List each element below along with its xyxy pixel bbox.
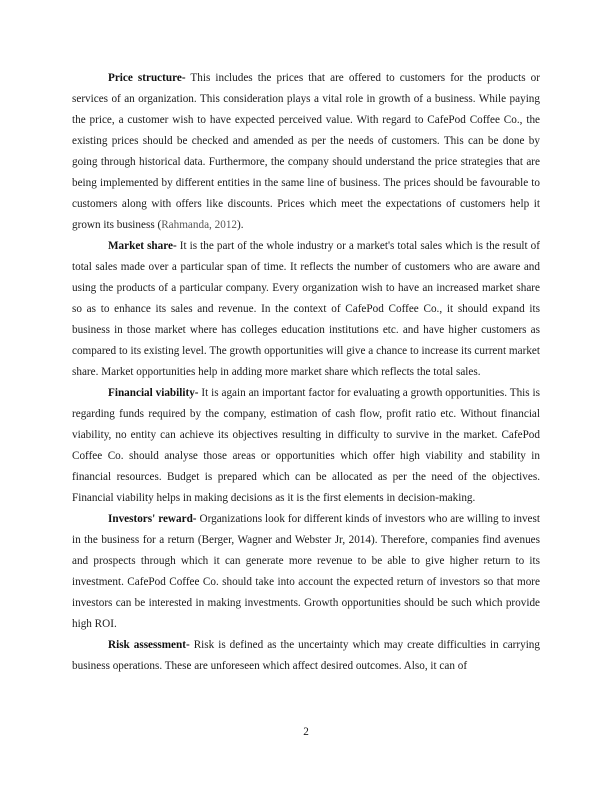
paragraph-text: Risk is defined as the uncertainty which may create difficulties in carrying business operations. These are unforeseen which affect desired outcomes. Also, it can of bbox=[72, 639, 540, 672]
paragraph-price-structure bbox=[72, 68, 540, 236]
paragraph-heading: Financial viability- bbox=[108, 387, 199, 399]
paragraph-market-share bbox=[72, 236, 540, 383]
paragraph-heading: Investors' reward- bbox=[108, 513, 197, 525]
paragraph-financial-viability bbox=[72, 383, 540, 509]
paragraph-heading: Market share- bbox=[108, 240, 177, 252]
paragraph-text-tail: ). bbox=[237, 219, 244, 231]
paragraph-heading: Price structure- bbox=[108, 72, 186, 84]
paragraph-text: It is again an important factor for evaluating a growth opportunities. This is regarding funds required by the company, estimation of cash flow, profit ratio etc. Without financial viability, no entity can achieve its objectives resulting in difficulty to survive in the market. CafePod Coffee Co. should analyse those areas or opportunities which offer high viability and stability in financial resources. Budget is prepared which can be allocated as per the need of the objectives. Financial viability helps in making decisions as it is the first elements in decision-making. bbox=[72, 387, 540, 504]
citation-link: Rahmanda, 2012 bbox=[161, 219, 238, 231]
paragraph-text: It is the part of the whole industry or a market's total sales which is the result of total sales made over a particular span of time. It reflects the number of customers who are aware and using the products of a particular company. Every organization wish to have an increased market share so as to enhance its sales and revenue. In the context of CafePod Coffee Co., it should expand its business in those market where has colleges education institutions etc. and have higher customers as compared to its existing level. The growth opportunities will give a chance to increase its current market share. Market opportunities help in adding more market share which reflects the total sales. bbox=[72, 240, 540, 378]
paragraph-text: Organizations look for different kinds of investors who are willing to invest in the business for a return (Berger, Wagner and Webster Jr, 2014). Therefore, companies find avenues and prospects through which it can generate more revenue to be able to give higher return to its investment. CafePod Coffee Co. should take into account the expected return of investors so that more investors can be interested in making investments. Growth opportunities should be such which provide high ROI. bbox=[72, 513, 540, 630]
paragraph-heading: Risk assessment- bbox=[108, 639, 190, 651]
page-number: 2 bbox=[303, 726, 309, 738]
paragraph-risk-assessment bbox=[72, 635, 540, 677]
paragraph-investors-reward bbox=[72, 509, 540, 635]
paragraph-text: This includes the prices that are offered to customers for the products or services of an organization. This consideration plays a vital role in growth of a business. While paying the price, a customer wish to have expected perceived value. With regard to CafePod Coffee Co., the existing prices should be checked and amended as per the needs of customers. This can be done by going through historical data. Furthermore, the company should understand the price strategies that are being implemented by different entities in the same line of business. The prices should be favourable to customers along with offers like discounts. Prices which meet the expectations of customers help it grown its business ( bbox=[72, 72, 540, 231]
document-body bbox=[72, 68, 540, 677]
